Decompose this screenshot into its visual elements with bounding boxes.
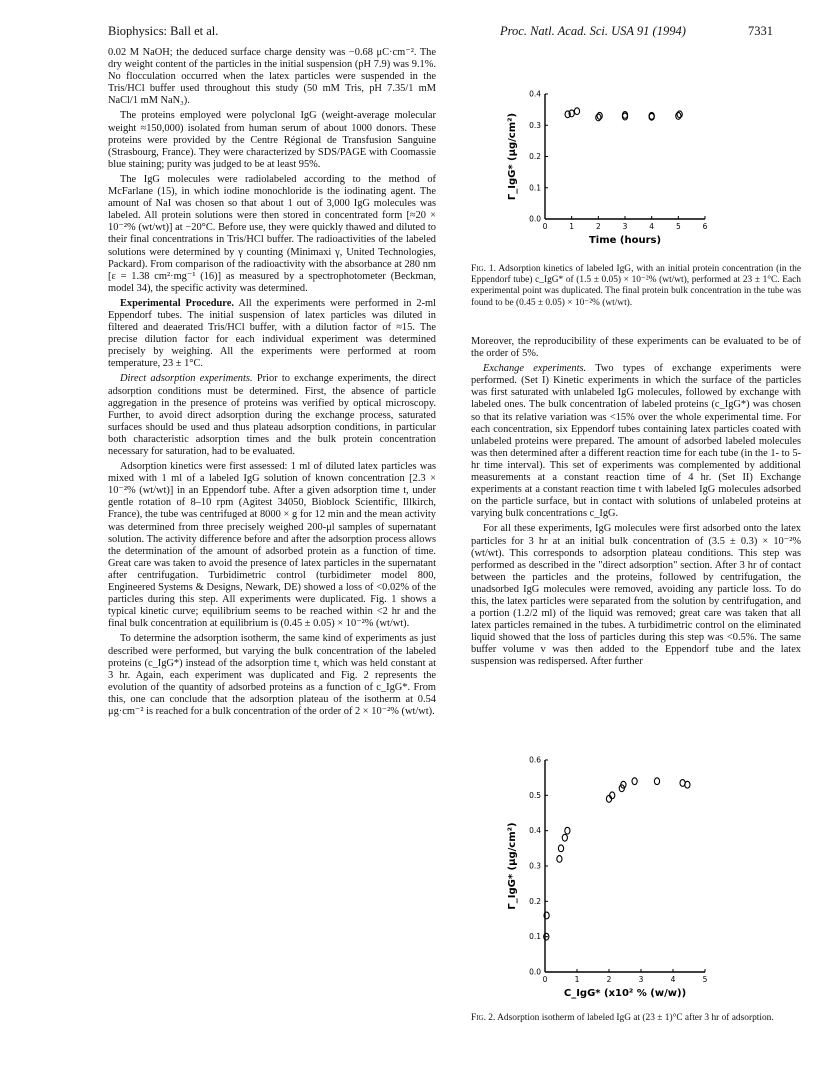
paragraph-text: Prior to exchange experiments, the direct adsorption conditions must be determined. First, the absence of particle aggregation in the presence of proteins was verified by optical microscopy. Further, to avoid direct adsorption during the exchange process, saturated surfaces should be used and thus plateau adsorption conditions, in particular both characteristic adsorption times and the bulk protein concentration necessary for saturation, had to be evaluated.: [108, 373, 436, 457]
y-tick-label: 0.3: [529, 120, 541, 130]
x-tick-label: 6: [702, 222, 708, 231]
x-tick-label: 2: [606, 975, 612, 984]
subsection-heading: Direct adsorption experiments.: [120, 373, 253, 385]
paragraph: To determine the adsorption isotherm, the same kind of experiments as just described were performed, but varying the bulk concentration of the labeled proteins (c_IgG*) instead of the adsorption time t, which was held constant at 3 hr. Again, each experiment was duplicated and Fig. 2 represents the evolution of the quantity of adsorbed proteins as a function of c_IgG*. From this, one can conclude that the adsorption plateau of the isotherm at 0.54 μg·cm⁻² is reached for a bulk concentration of the order of 2 × 10⁻²% (wt/wt).: [108, 633, 436, 717]
paragraph: [108, 298, 436, 371]
right-column: [471, 336, 801, 669]
y-tick-label: 0.4: [529, 89, 541, 99]
caption-label: Fig. 1.: [471, 264, 496, 274]
data-point: [685, 781, 690, 788]
y-tick-label: 0.1: [529, 932, 541, 942]
caption-text: Adsorption kinetics of labeled IgG, with an initial protein concentration (in the Eppendorf tube) c_IgG* of (1.5 ± 0.05) × 10⁻²% (wt/wt), performed at 23 ± 1°C. Each experimental point was duplicated. The final protein bulk concentration in the tube was found to be (0.45 ± 0.05) × 10⁻²% (wt/wt).: [471, 264, 801, 308]
data-point: [654, 778, 659, 785]
paragraph: Adsorption kinetics were first assessed: 1 ml of diluted latex particles was mixed with 1 ml of a labeled IgG solution of known concentration [2.3 × 10⁻²% (wt/wt)] in an Eppendorf tube. After a given adsorption time t, under gentle rotation of 8–10 rpm (Agitest 34050, Bioblock Scientific, Illkirch, France), the tube was centrifuged at 8000 × g for 12 min and the mean activity was determined from three precisely weighed 200-μl samples of supernatant solution. The activity difference before and after the adsorption process allows the determination of the amount of adsorbed protein as a function of time. Great care was taken to avoid the presence of latex particles in the supernatant after centrifugation. Turbidimetric control (turbidimeter model 800, Engineered Systems & Designs, Newark, DE) showed a loss of <0.02% of the particles during this step. All experiments were duplicated. Fig. 1 shows a typical kinetic curve; equilibrium seems to be reached within <2 hr and the final bulk concentration at equilibrium is (0.45 ± 0.05) × 10⁻²% (wt/wt).: [108, 461, 436, 630]
x-tick-label: 5: [702, 975, 708, 984]
paragraph: For all these experiments, IgG molecules were first adsorbed onto the latex particles for 3 hr at an initial bulk concentration of (3.5 ± 0.3) × 10⁻²% (wt/wt). This corresponds to adsorption plateau conditions. This step was performed as described in the "direct adsorption" section. After 3 hr of contact between the particles and the proteins, followed by centrifugation, the unadsorbed IgG molecules were removed, avoiding any particle loss. To do this, the latex particles were separated from the solution by centrifugation, and a portion (1.2/2 ml) of the liquid was removed; great care was taken that all latex particles remained in the tubes. A turbidimetric control on the eliminated liquid showed that the loss of particles during this step was <0.5%. The same buffer volume v was then added to the Eppendorf tube and the latex suspension was redispersed. After further: [471, 523, 801, 668]
x-tick-label: 3: [622, 222, 628, 231]
page-number: 7331: [748, 24, 773, 38]
y-tick-label: 0.6: [529, 755, 541, 765]
figure-1: [495, 82, 715, 257]
x-tick-label: 1: [574, 975, 580, 984]
paragraph: [108, 373, 436, 458]
data-point: [596, 114, 601, 121]
y-axis-label: Γ_IgG* (μg/cm²): [507, 822, 518, 910]
x-tick-label: 5: [675, 222, 681, 231]
data-point: [558, 845, 563, 852]
y-tick-label: 0.2: [529, 896, 541, 906]
x-tick-label: 1: [569, 222, 575, 231]
running-header-journal: Proc. Natl. Acad. Sci. USA 91 (1994): [500, 24, 686, 38]
caption-text: Adsorption isotherm of labeled IgG at (23 ± 1)°C after 3 hr of adsorption.: [497, 1013, 774, 1023]
x-tick-label: 2: [595, 222, 601, 231]
y-tick-label: 0.0: [529, 967, 541, 977]
x-tick-label: 0: [542, 975, 548, 984]
figure-2: [495, 748, 715, 1015]
paragraph: [471, 363, 801, 520]
data-point: [597, 112, 602, 119]
data-point: [557, 856, 562, 863]
running-header-left: Biophysics: Ball et al.: [108, 24, 219, 38]
paragraph-text: Two types of exchange experiments were performed. (Set I) Kinetic experiments in which the surface of the particles was first saturated with unlabeled IgG molecules, followed by exchange with labeled ones. The bulk concentration of labeled proteins (c_IgG*) was chosen so that its relative variation was <15% over the whole experimental time. For each concentration, six Eppendorf tubes containing latex particles coated with unlabeled proteins were prepared. The amount of adsorbed labeled molecules was then determined after a different reaction time for each tube (in the 1- to 5-hr time interval). This set of experiments was complemented by additional measurements at a constant reaction time of 4 hr. (Set II) Exchange experiments at a constant reaction time t with labeled IgG molecules adsorbed on the particle surface, but in contact with solutions of unlabeled proteins at varying bulk concentrations c_IgG.: [471, 363, 801, 520]
y-tick-label: 0.3: [529, 861, 541, 871]
data-point: [574, 108, 579, 115]
data-point: [562, 834, 567, 841]
data-point: [676, 112, 681, 119]
y-axis-label: Γ_IgG* (μg/cm²): [507, 112, 518, 201]
x-axis-label: Time (hours): [588, 235, 662, 246]
x-tick-label: 4: [649, 222, 655, 231]
y-tick-label: 0.5: [529, 790, 541, 800]
paragraph: 0.02 M NaOH; the deduced surface charge density was −0.68 μC·cm⁻². The dry weight content of the particles in the initial suspension (pH 7.9) was 9.1%. No flocculation occurred when the latex particles were suspended in the Tris/HCl buffer used throughout this study (50 mM Tris, pH 7.35/1 mM NaCl/1 mM NaN₃).: [108, 47, 436, 107]
data-point: [565, 827, 570, 834]
section-heading: Experimental Procedure.: [120, 297, 234, 309]
x-tick-label: 3: [638, 975, 644, 984]
figure-1-plot: [495, 82, 715, 252]
paragraph: The proteins employed were polyclonal IgG (weight-average molecular weight ≈150,000) isolated from human serum of about 1000 donors. These proteins were provided by the Centre Régional de Transfusion Sanguine (Strasbourg, France). They were characterized by SDS/PAGE with Coomassie blue staining; purity was judged to be at least 95%.: [108, 110, 436, 170]
paragraph: Moreover, the reproducibility of these experiments can be evaluated to be of the order of 5%.: [471, 336, 801, 360]
x-tick-label: 4: [670, 975, 676, 984]
y-tick-label: 0.2: [529, 152, 541, 161]
x-axis-label: C_IgG* (x10² % (w/w)): [563, 988, 687, 999]
y-tick-label: 0.4: [529, 826, 541, 836]
data-point: [632, 778, 637, 785]
y-tick-label: 0.0: [529, 214, 541, 224]
x-tick-label: 0: [542, 222, 548, 231]
left-column: [108, 47, 436, 718]
subsection-heading: Exchange experiments.: [483, 363, 587, 375]
paragraph-text: All the experiments were performed in 2-ml Eppendorf tubes. The initial suspension of latex particles was diluted in filtered and deaerated Tris/HCl buffer, with a dilution factor of ≈15. The precise dilution factor for each individual experiment was determined precisely by weighing. All the experiments were performed at room temperature, 23 ± 1°C.: [108, 297, 436, 370]
caption-label: Fig. 2.: [471, 1013, 496, 1023]
y-tick-label: 0.1: [529, 183, 541, 193]
figure-1-caption: [471, 264, 801, 309]
figure-2-plot: [495, 748, 715, 1010]
paragraph: The IgG molecules were radiolabeled according to the method of McFarlane (15), in which iodine monochloride is the iodinating agent. The amount of NaI was chosen so that about 1 out of 3,000 IgG molecules was labeled. All protein solutions were then stored in concentrated form [≈20 × 10⁻²% (wt/wt)] at −20°C. Before use, they were quickly thawed and diluted to their final concentrations in Tris/HCl buffer. The radioactivities of the labeled solutions were determined by γ counting (Minimaxi γ, United Technologies, Packard). From comparison of the radioactivity with the absorbance at 280 nm [ε = 1.38 cm²·mg⁻¹ (16)] as measured by a spectrophotometer (Beckman, model 34), the specific activity was determined.: [108, 173, 436, 294]
data-point: [677, 111, 682, 118]
figure-2-caption: [471, 1013, 801, 1024]
